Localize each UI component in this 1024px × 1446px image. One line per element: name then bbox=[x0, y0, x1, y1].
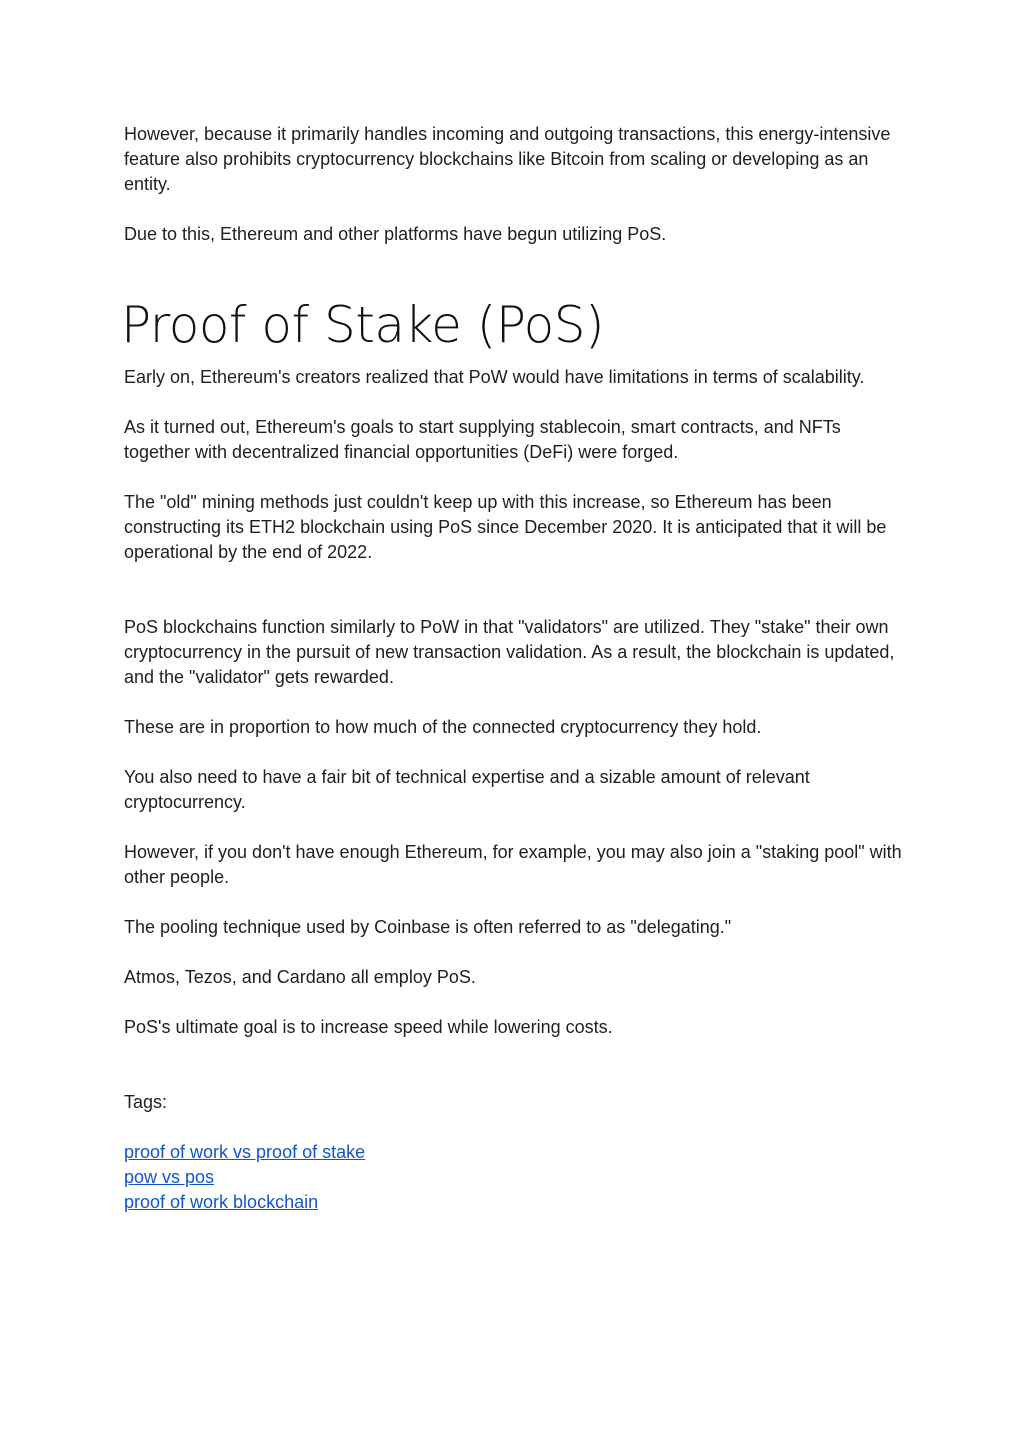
intro-paragraph-1: However, because it primarily handles incoming and outgoing transactions, this energy-intensive feature also prohibits cryptocurrency blockchains like Bitcoin from scaling or developing as an entity. bbox=[124, 124, 891, 194]
body-paragraph: Early on, Ethereum's creators realized that PoW would have limitations in terms of scalability. bbox=[124, 367, 865, 387]
body-paragraph: As it turned out, Ethereum's goals to start supplying stablecoin, smart contracts, and NFTs together with decentralized financial opportunities (DeFi) were forged. bbox=[124, 417, 841, 462]
body-paragraph: These are in proportion to how much of the connected cryptocurrency they hold. bbox=[124, 717, 762, 737]
blank-line bbox=[124, 1065, 904, 1090]
body-paragraph: PoS's ultimate goal is to increase speed while lowering costs. bbox=[124, 1017, 613, 1037]
tag-links-list bbox=[124, 1140, 904, 1215]
body-paragraph: However, if you don't have enough Ethereum, for example, you may also join a "staking pool" with other people. bbox=[124, 842, 902, 887]
section-heading: Proof of Stake (PoS) bbox=[121, 296, 605, 354]
body-paragraph: PoS blockchains function similarly to PoW in that "validators" are utilized. They "stake" their own cryptocurrency in the pursuit of new transaction validation. As a result, the blockchain is updated, and the "validator" gets rewarded. bbox=[124, 617, 895, 687]
body-paragraph: Atmos, Tezos, and Cardano all employ PoS. bbox=[124, 967, 476, 987]
tag-link-pow-blockchain[interactable]: proof of work blockchain bbox=[124, 1192, 319, 1212]
body-paragraph: The pooling technique used by Coinbase is often referred to as "delegating." bbox=[124, 917, 732, 937]
document-page bbox=[121, 122, 904, 1215]
body-paragraph: The "old" mining methods just couldn't keep up with this increase, so Ethereum has been constructing its ETH2 blockchain using PoS since December 2020. It is anticipated that it will be operational by the end of 2022. bbox=[124, 492, 887, 562]
tag-link-pow-vs-pos[interactable]: pow vs pos bbox=[124, 1167, 215, 1187]
body-paragraph: You also need to have a fair bit of technical expertise and a sizable amount of relevant cryptocurrency. bbox=[124, 767, 810, 812]
tags-label: Tags: bbox=[124, 1092, 168, 1112]
blank-line bbox=[124, 590, 904, 615]
intro-paragraph-2: Due to this, Ethereum and other platforms have begun utilizing PoS. bbox=[124, 224, 667, 244]
tag-link-pow-vs-pos-long[interactable]: proof of work vs proof of stake bbox=[124, 1142, 366, 1162]
